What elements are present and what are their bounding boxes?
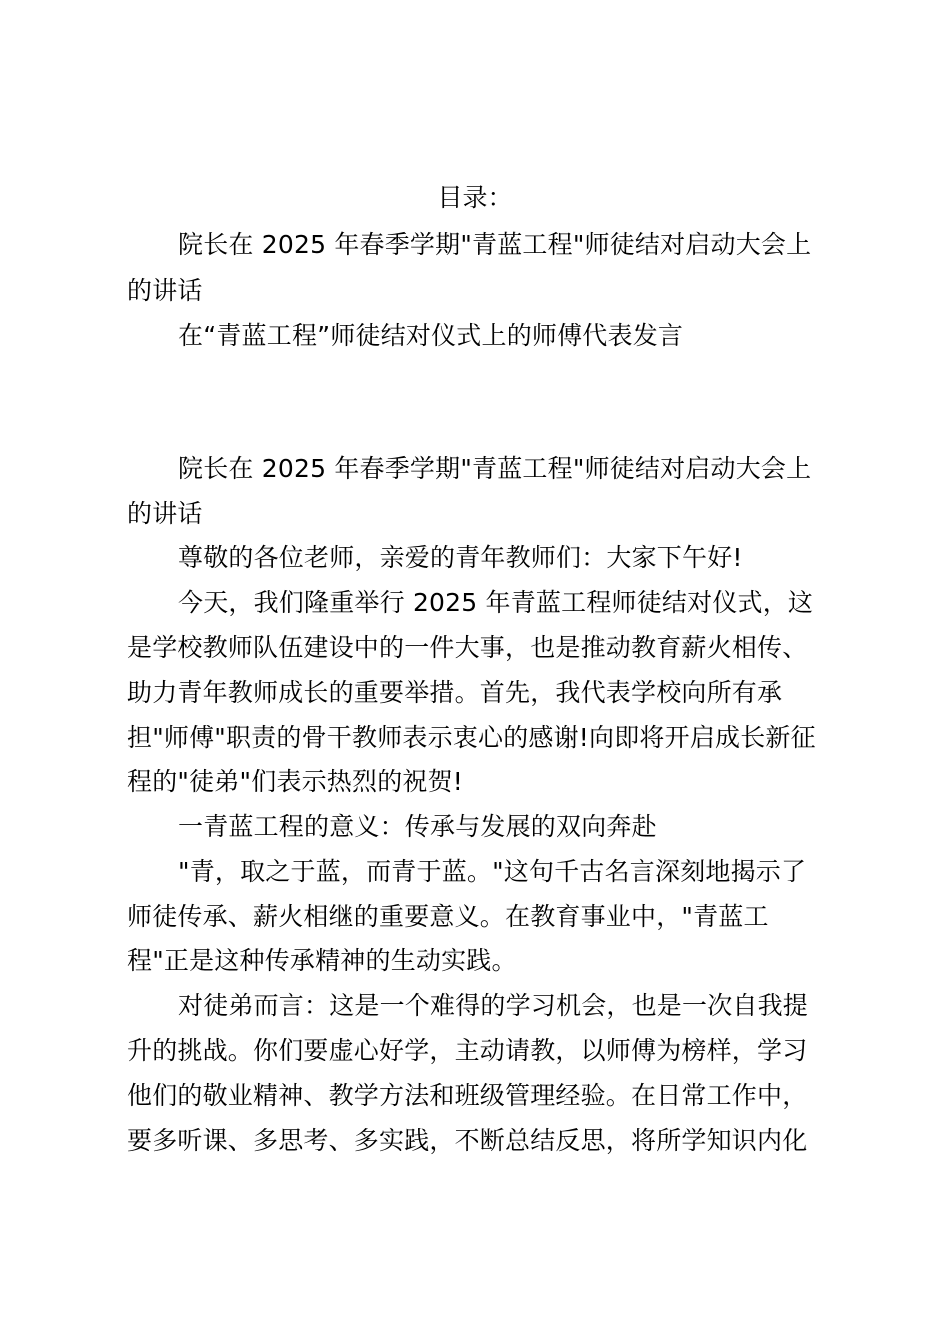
paragraph-1-line-5: 程的"徒弟"们表示热烈的祝贺! xyxy=(127,767,464,796)
paragraph-3-line-4: 要多听课、多思考、多实践，不断总结反思，将所学知识内化 xyxy=(127,1126,808,1155)
paragraph-3-line-3: 他们的敬业精神、教学方法和班级管理经验。在日常工作中， xyxy=(127,1081,808,1110)
section-heading-1: 一青蓝工程的意义：传承与发展的双向奔赴 xyxy=(178,812,657,841)
speech-heading-line-1: 院长在 2025 年春季学期"青蓝工程"师徒结对启动大会上 xyxy=(178,454,812,483)
paragraph-1-line-4: 担"师傅"职责的骨干教师表示衷心的感谢!向即将开启成长新征 xyxy=(127,723,816,752)
paragraph-1-line-1: 今天，我们隆重举行 2025 年青蓝工程师徒结对仪式，这 xyxy=(178,588,814,617)
toc-title: 目录： xyxy=(437,183,513,212)
paragraph-1-line-3: 助力青年教师成长的重要举措。首先，我代表学校向所有承 xyxy=(127,678,783,707)
toc-item-1-line-2: 的讲话 xyxy=(127,276,203,305)
paragraph-2-line-2: 师徒传承、薪火相继的重要意义。在教育事业中，"青蓝工 xyxy=(127,902,769,931)
paragraph-1-line-2: 是学校教师队伍建设中的一件大事，也是推动教育薪火相传、 xyxy=(127,633,808,662)
speech-heading-line-2: 的讲话 xyxy=(127,499,203,528)
paragraph-2-line-3: 程"正是这种传承精神的生动实践。 xyxy=(127,946,517,975)
toc-item-1-line-1: 院长在 2025 年春季学期"青蓝工程"师徒结对启动大会上 xyxy=(178,230,812,259)
greeting: 尊敬的各位老师，亲爱的青年教师们：大家下午好! xyxy=(178,543,743,572)
paragraph-3-line-2: 升的挑战。你们要虚心好学，主动请教，以师傅为榜样，学习 xyxy=(127,1036,808,1065)
paragraph-3-line-1: 对徒弟而言：这是一个难得的学习机会，也是一次自我提 xyxy=(178,991,809,1020)
toc-item-2: 在“青蓝工程”师徒结对仪式上的师傅代表发言 xyxy=(178,321,684,350)
paragraph-2-line-1: "青，取之于蓝，而青于蓝。"这句千古名言深刻地揭示了 xyxy=(178,857,807,886)
